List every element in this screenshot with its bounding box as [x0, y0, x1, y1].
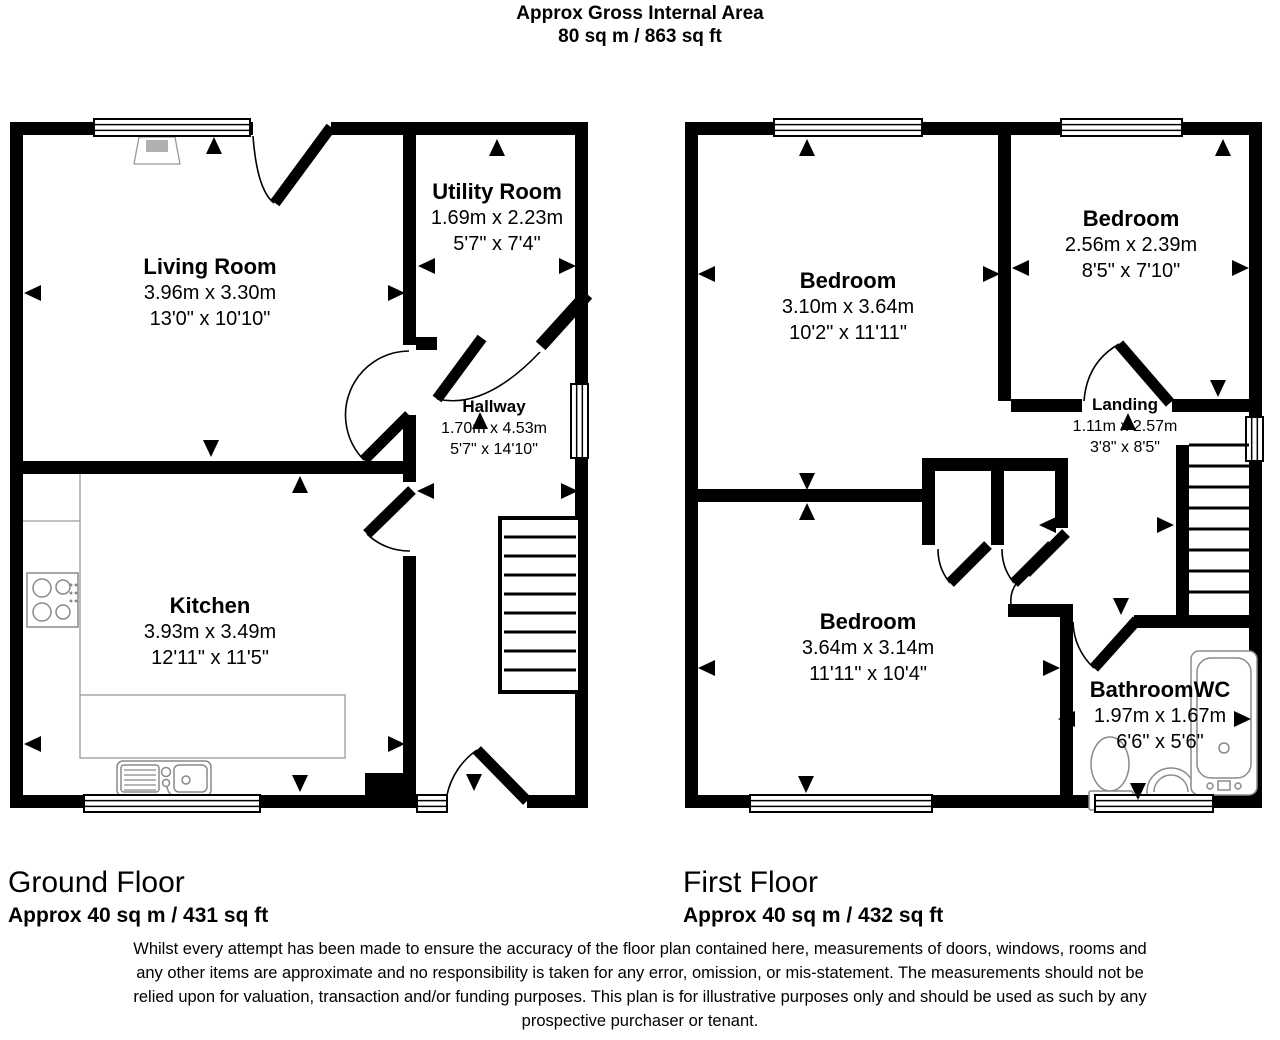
ground-floor-title: Ground Floor [8, 866, 185, 899]
room-dim-metric: 3.96m x 3.30m [143, 282, 277, 304]
room-name: Hallway [462, 397, 526, 416]
room-label-bedroom-1 [782, 267, 914, 346]
room-name: Bedroom [819, 609, 917, 634]
room-label-hallway [441, 396, 547, 460]
window [750, 795, 932, 812]
measure-arrow [1232, 260, 1249, 276]
door-bedroom3 [1011, 533, 1066, 604]
measure-arrow [24, 736, 41, 752]
door-cupboard-1 [938, 545, 988, 583]
room-dim-metric: 3.64m x 3.14m [801, 637, 935, 659]
room-label-kitchen [144, 592, 276, 671]
measure-arrow [489, 139, 505, 156]
room-name: Kitchen [169, 593, 251, 618]
disclaimer-text [0, 938, 1280, 1034]
door-utility [437, 338, 540, 401]
window [84, 795, 260, 812]
room-label-living-room [143, 253, 276, 332]
door-living-top [253, 127, 331, 203]
room-dim-imperial: 11'11" x 10'4" [809, 663, 927, 685]
measure-arrow [799, 473, 815, 490]
measure-arrow [1043, 660, 1060, 676]
window [1095, 795, 1213, 812]
measure-arrow [698, 660, 715, 676]
room-label-bathroom-wc [1090, 676, 1231, 755]
window [571, 384, 588, 458]
measure-arrow [292, 775, 308, 792]
ground-floor-area: Approx 40 sq m / 431 sq ft [8, 904, 269, 927]
first-floor-title: First Floor [683, 866, 818, 899]
window [417, 795, 447, 812]
room-name: Living Room [143, 254, 277, 279]
room-dim-imperial: 8'5" x 7'10" [1081, 260, 1181, 282]
room-dim-imperial: 3'8" x 8'5" [1090, 439, 1160, 456]
room-label-bedroom-3 [802, 608, 934, 687]
measure-arrow [292, 476, 308, 493]
measure-arrow [1157, 517, 1174, 533]
room-name: Bedroom [1082, 206, 1180, 231]
measure-arrow [1215, 139, 1231, 156]
measure-arrow [203, 440, 219, 457]
room-dim-metric: 1.70m x 4.53m [441, 420, 547, 437]
door-living-hallway [346, 351, 409, 460]
window [774, 119, 922, 136]
measure-arrow [1039, 517, 1056, 533]
measure-arrow [418, 258, 435, 274]
room-dim-metric: 3.10m x 3.64m [781, 296, 915, 318]
measure-arrow [799, 139, 815, 156]
disclaimer-line: Whilst every attempt has been made to ensure the accuracy of the floor plan contained here, measurements of doors, windows, rooms and [133, 940, 1147, 958]
page-title-line2: 80 sq m / 863 sq ft [558, 26, 722, 48]
measure-arrow [983, 266, 1000, 282]
stove-icon [27, 573, 78, 627]
door-bathroom [1073, 620, 1137, 668]
measure-arrow [466, 774, 482, 791]
disclaimer-line: prospective purchaser or tenant. [521, 1011, 759, 1030]
room-label-landing [1073, 394, 1178, 458]
first-floor-area: Approx 40 sq m / 432 sq ft [683, 904, 944, 927]
door-front [447, 750, 527, 801]
room-dim-metric: 1.69m x 2.23m [430, 207, 564, 229]
room-name: Bedroom [799, 268, 897, 293]
room-name: Utility Room [432, 179, 562, 204]
room-dim-imperial: 12'11" x 11'5" [151, 647, 269, 669]
room-dim-imperial: 13'0" x 10'10" [149, 308, 271, 330]
room-dim-metric: 1.11m x 2.57m [1072, 418, 1178, 435]
sink-icon [117, 761, 211, 797]
measure-arrow [698, 266, 715, 282]
page-title-line1: Approx Gross Internal Area [516, 3, 764, 24]
measure-arrow [417, 483, 434, 499]
room-dim-imperial: 5'7" x 7'4" [453, 233, 541, 255]
measure-arrow [206, 137, 222, 154]
door-cupboard-2 [1002, 545, 1052, 583]
measure-arrow [1210, 380, 1226, 397]
room-dim-metric: 3.93m x 3.49m [143, 621, 277, 643]
measure-arrow [24, 285, 41, 301]
measure-arrow [798, 776, 814, 793]
room-dim-imperial: 10'2" x 11'11" [789, 322, 907, 344]
window [94, 119, 250, 136]
room-dim-imperial: 5'7" x 14'10" [450, 441, 538, 458]
window [1246, 417, 1263, 461]
room-label-utility-room [431, 178, 563, 257]
measure-arrow [388, 736, 405, 752]
measure-arrow [388, 285, 405, 301]
door-kitchen [367, 490, 412, 551]
disclaimer-line: relied upon for valuation, transaction and/or funding purposes. This plan is for illustrative purposes only and should be used as such by any [133, 987, 1147, 1006]
room-label-bedroom-2 [1065, 205, 1197, 284]
measure-arrow [799, 503, 815, 520]
stairs-ground [500, 518, 580, 692]
room-name: Landing [1091, 395, 1159, 414]
measure-arrow [1012, 260, 1029, 276]
fireplace-icon [134, 137, 180, 164]
room-dim-imperial: 6'6" x 5'6" [1116, 731, 1204, 753]
window [1061, 119, 1182, 136]
room-name: BathroomWC [1089, 677, 1231, 702]
measure-arrow [559, 258, 576, 274]
room-dim-metric: 2.56m x 2.39m [1064, 234, 1198, 256]
room-dim-metric: 1.97m x 1.67m [1093, 705, 1227, 727]
measure-arrow [1113, 598, 1129, 615]
disclaimer-line: any other items are approximate and no responsibility is taken for any error, omission, or mis-statement. The measurements should not be [136, 963, 1144, 982]
